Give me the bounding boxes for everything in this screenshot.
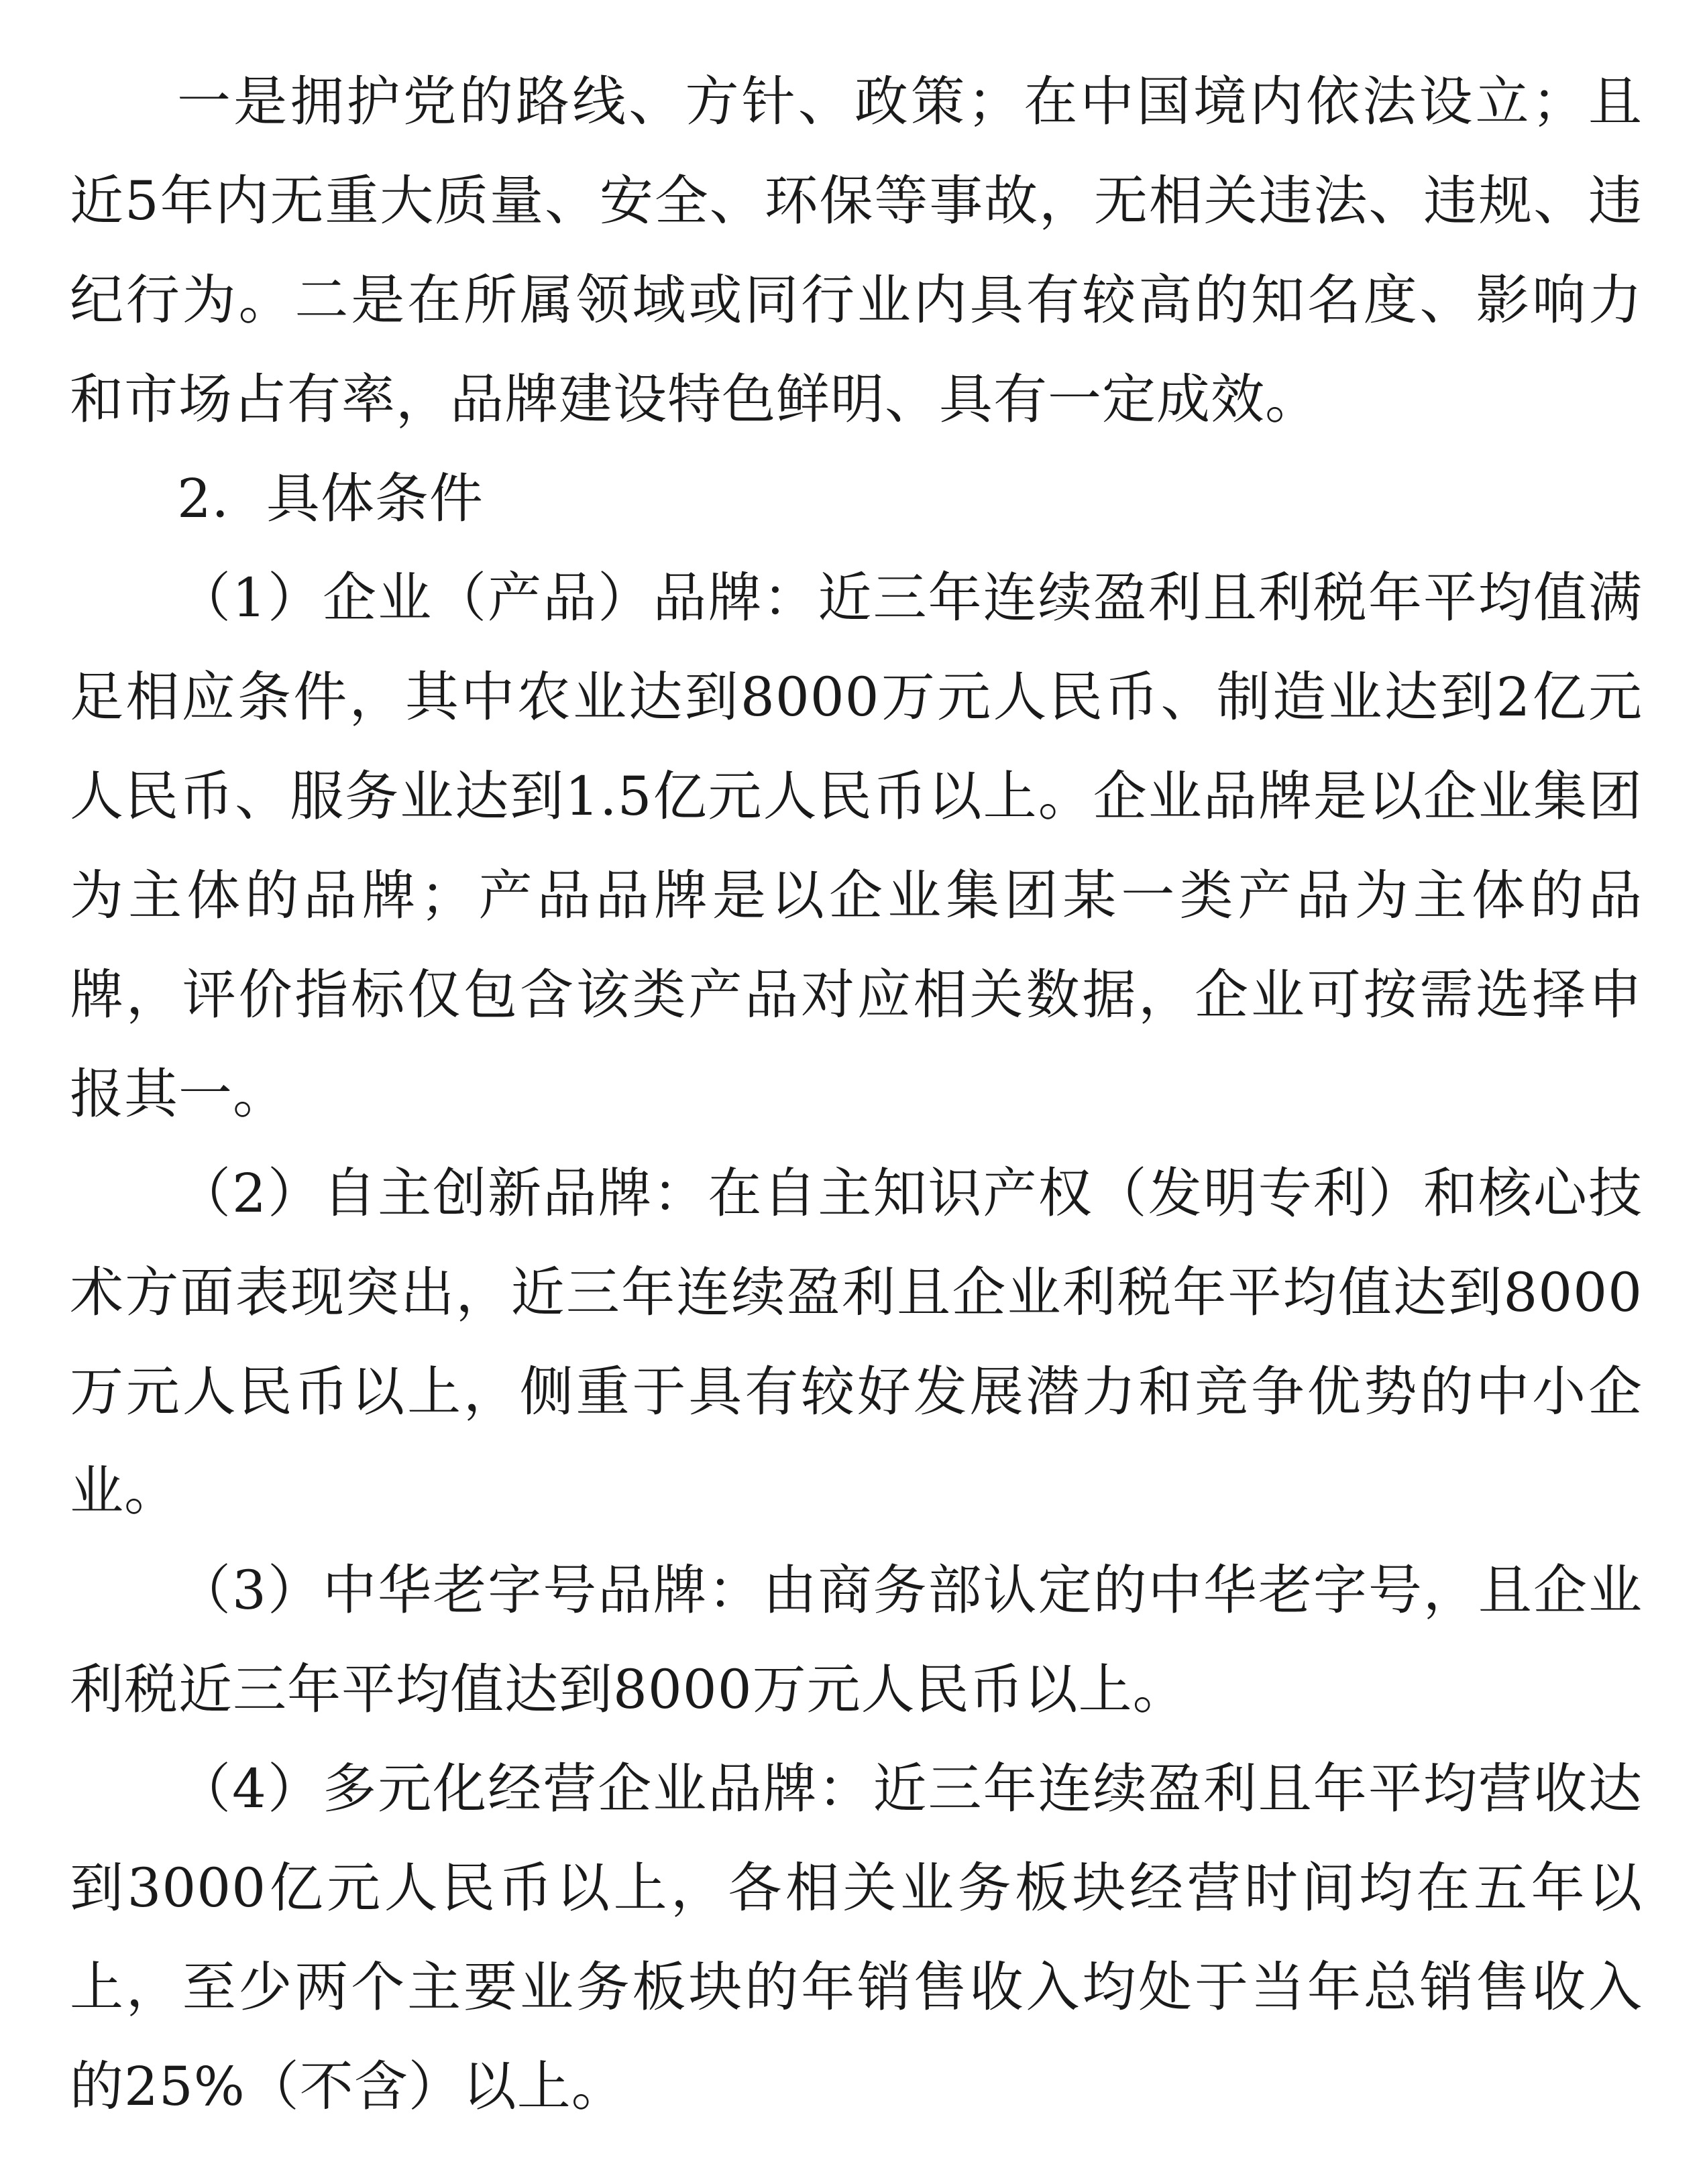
paragraph-innovation-brand: （2）自主创新品牌：在自主知识产权（发明专利）和核心技术方面表现突出，近三年连续盈利且企业利税年平均值达到8000万元人民币以上，侧重于具有较好发展潜力和竞争优势的中小企业。 [70, 1162, 1643, 1522]
paragraph-time-honored-brand: （3）中华老字号品牌：由商务部认定的中华老字号，且企业利税近三年平均值达到8000万元人民币以上。 [70, 1559, 1643, 1721]
paragraph-general-conditions: 一是拥护党的路线、方针、政策；在中国境内依法设立；且近5年内无重大质量、安全、环保等事故，无相关违法、违规、违纪行为。二是在所属领域或同行业内具有较高的知名度、影响力和市场占有率，品牌建设特色鲜明、具有一定成效。 [70, 70, 1643, 430]
document-body [70, 52, 1643, 2136]
heading-specific-conditions: 2．具体条件 [177, 467, 484, 530]
paragraph-diversified-brand: （4）多元化经营企业品牌：近三年连续盈利且年平均营收达到3000亿元人民币以上，各相关业务板块经营时间均在五年以上，至少两个主要业务板块的年销售收入均处于当年总销售收入的25%（不含）以上。 [70, 1758, 1643, 2118]
paragraph-enterprise-brand: （1）企业（产品）品牌：近三年连续盈利且利税年平均值满足相应条件，其中农业达到8000万元人民币、制造业达到2亿元人民币、服务业达到1.5亿元人民币以上。企业品牌是以企业集团为主体的品牌；产品品牌是以企业集团某一类产品为主体的品牌，评价指标仅包含该类产品对应相关数据，企业可按需选择申报其一。 [70, 567, 1643, 1125]
